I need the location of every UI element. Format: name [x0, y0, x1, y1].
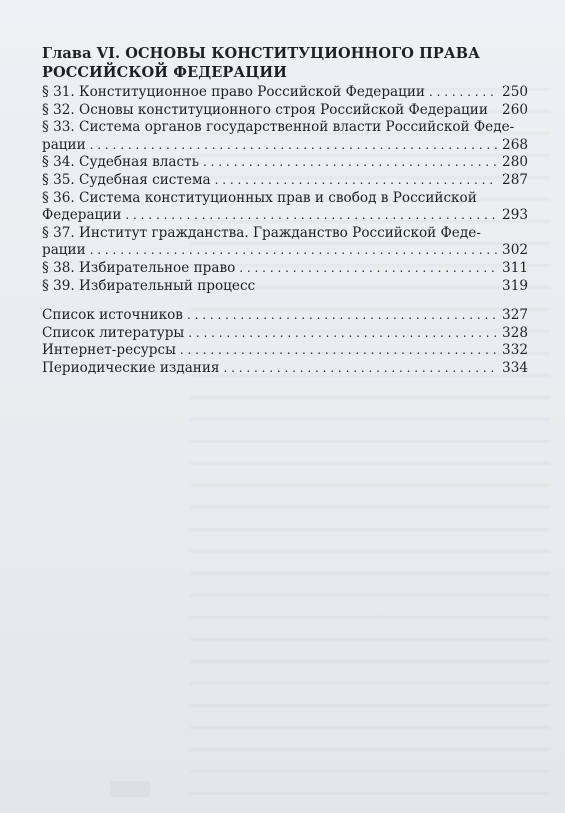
toc-page-number: 319 — [502, 277, 528, 294]
page-smudge — [110, 781, 150, 797]
toc-entry — [42, 154, 528, 172]
toc-entry-title-cont: рации — [42, 136, 86, 153]
toc-entry-title: § 31. Конституционное право Российской Федерации — [42, 84, 425, 100]
toc-page-number: 280 — [502, 154, 528, 171]
toc-entry-line2 — [42, 137, 528, 155]
appendix-entry — [42, 307, 528, 325]
toc-entry-line2 — [42, 242, 528, 260]
appendix-entry — [42, 342, 528, 360]
toc-entry-title: § 32. Основы конституционного строя Российской Федерации — [42, 101, 488, 118]
table-of-contents — [42, 84, 528, 378]
toc-leader — [239, 260, 498, 278]
toc-leader — [259, 278, 498, 296]
toc-entry — [42, 172, 528, 190]
toc-entry-line1 — [42, 190, 528, 208]
toc-entry-title: § 36. Система конституционных прав и свобод в Российской — [42, 189, 477, 206]
appendix-title: Список источников — [42, 307, 183, 324]
toc-leader — [90, 137, 498, 155]
chapter-title-line1: Глава VI. ОСНОВЫ КОНСТИТУЦИОННОГО ПРАВА — [42, 45, 481, 62]
toc-leader — [188, 325, 498, 343]
toc-entry — [42, 84, 528, 102]
toc-entry-title-cont: рации — [42, 242, 86, 259]
toc-leader — [215, 172, 498, 190]
toc-page-number: 287 — [502, 171, 528, 188]
toc-leader — [90, 242, 498, 260]
toc-entry-line1 — [42, 225, 528, 243]
appendix-title: Периодические издания — [42, 359, 220, 376]
toc-leader — [492, 102, 498, 120]
toc-page-number: 327 — [502, 307, 528, 324]
appendix-entry — [42, 360, 528, 378]
toc-leader — [203, 154, 498, 172]
toc-page-number: 332 — [502, 342, 528, 359]
toc-entry-title-cont: Федерации — [42, 207, 122, 224]
toc-page-number: 293 — [502, 207, 528, 224]
toc-entry-title: § 39. Избирательный процесс — [42, 277, 256, 294]
toc-leader — [180, 342, 498, 360]
toc-leader — [224, 360, 499, 378]
toc-leader — [125, 207, 498, 225]
toc-page-number: 250 — [502, 84, 528, 100]
toc-entry-line1 — [42, 119, 528, 137]
toc-page-number: 334 — [502, 359, 528, 376]
chapter-title-line2: РОССИЙСКОЙ ФЕДЕРАЦИИ — [42, 64, 288, 81]
toc-entry — [42, 260, 528, 278]
toc-entry-line2 — [42, 207, 528, 225]
toc-page-number: 311 — [502, 259, 528, 276]
toc-entry — [42, 278, 528, 296]
appendix-entry — [42, 325, 528, 343]
toc-leader — [429, 84, 498, 102]
toc-page-number: 268 — [502, 136, 528, 153]
chapter-title — [42, 44, 522, 82]
toc-leader — [187, 307, 498, 325]
toc-page-number: 302 — [502, 242, 528, 259]
appendix-title: Список литературы — [42, 324, 185, 341]
toc-entry-title: § 33. Система органов государственной власти Российской Феде- — [42, 119, 515, 136]
appendix-title: Интернет-ресурсы — [42, 342, 176, 359]
toc-entry-title: § 38. Избирательное право — [42, 259, 236, 276]
toc-page-number: 260 — [502, 101, 528, 118]
toc-entry-title: § 34. Судебная власть — [42, 154, 200, 171]
toc-entry — [42, 102, 528, 120]
toc-page-number: 328 — [502, 324, 528, 341]
toc-entry-title: § 35. Судебная система — [42, 171, 211, 188]
toc-entry-title: § 37. Институт гражданства. Гражданство Российской Феде- — [42, 224, 481, 241]
